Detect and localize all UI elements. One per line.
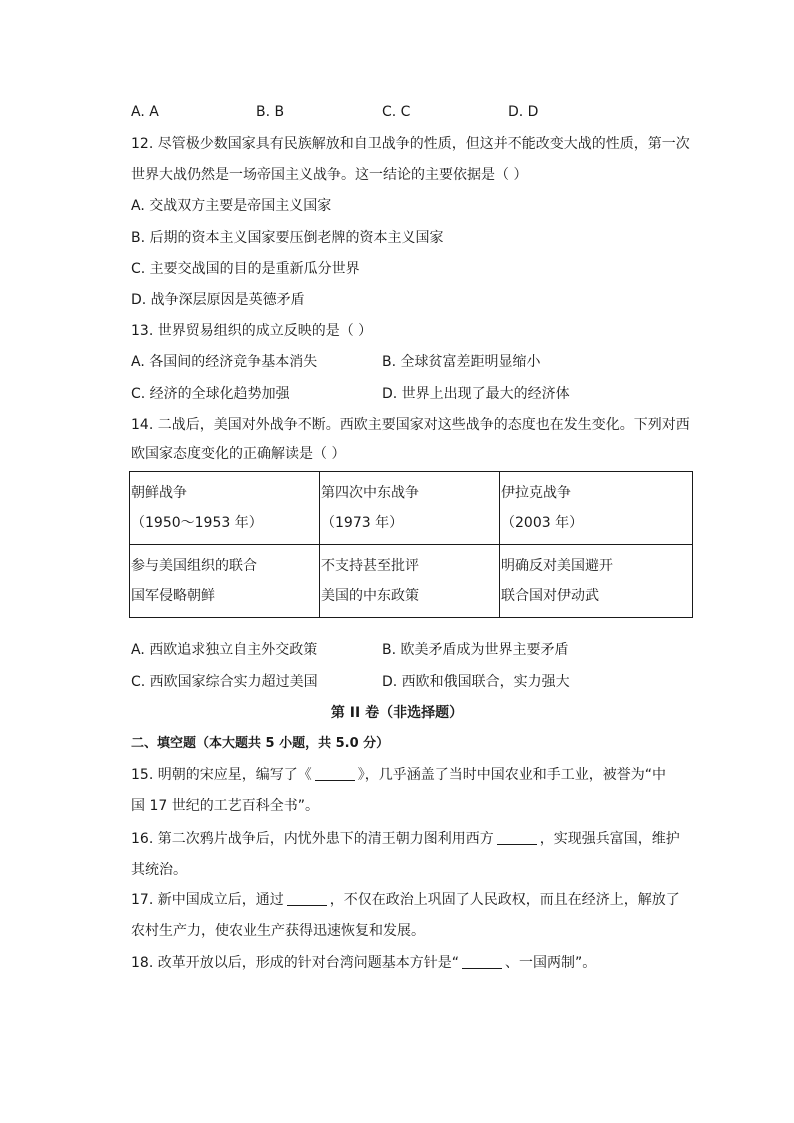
q12-stem-line1: 12. 尽管极少数国家具有民族解放和自卫战争的性质，但这并不能改变大战的性质，第一次 <box>131 136 690 152</box>
table-cell: 参与美国组织的联合 国军侵略朝鲜 <box>130 545 320 618</box>
q16-answer-blank[interactable] <box>497 830 537 845</box>
table-cell: 第四次中东战争 （1973 年） <box>320 472 500 545</box>
q13-option-a: A. 各国间的经济竞争基本消失 <box>131 354 318 370</box>
q13-option-d: D. 世界上出现了最大的经济体 <box>382 386 570 402</box>
q12-option-a: A. 交战双方主要是帝国主义国家 <box>131 198 332 214</box>
q17-answer-blank[interactable] <box>287 891 327 906</box>
q16-line1: 16. 第二次鸦片战争后，内忧外患下的清王朝力图利用西方 ，实现强兵富国，维护 <box>131 831 680 847</box>
q11-option-a: A. A <box>131 104 159 120</box>
q14-stem-line2: 欧国家态度变化的正确解读是（ ） <box>131 446 346 462</box>
q14-stem-line1: 14. 二战后，美国对外战争不断。西欧主要国家对这些战争的态度也在发生变化。下列对西 <box>131 417 690 433</box>
table-cell: 伊拉克战争 （2003 年） <box>500 472 693 545</box>
q17-line1: 17. 新中国成立后，通过 ，不仅在政治上巩固了人民政权，而且在经济上，解放了 <box>131 892 680 908</box>
q17-line2: 农村生产力，使农业生产获得迅速恢复和发展。 <box>131 923 425 939</box>
q12-stem-line2: 世界大战仍然是一场帝国主义战争。这一结论的主要依据是（ ） <box>131 167 528 183</box>
q12-option-b: B. 后期的资本主义国家要压倒老牌的资本主义国家 <box>131 230 444 246</box>
q11-option-c: C. C <box>382 104 411 120</box>
q12-option-c: C. 主要交战国的目的是重新瓜分世界 <box>131 261 360 277</box>
table-cell: 不支持甚至批评 美国的中东政策 <box>320 545 500 618</box>
q14-option-a: A. 西欧追求独立自主外交政策 <box>131 642 318 658</box>
q12-option-d: D. 战争深层原因是英德矛盾 <box>131 292 305 308</box>
q14-option-d: D. 西欧和俄国联合，实力强大 <box>382 674 570 690</box>
section-heading: 二、填空题（本大题共 5 小题，共 5.0 分） <box>131 736 390 751</box>
q11-option-d: D. D <box>508 104 539 120</box>
q15-answer-blank[interactable] <box>315 766 355 781</box>
q14-option-b: B. 欧美矛盾成为世界主要矛盾 <box>382 642 569 658</box>
q13-stem: 13. 世界贸易组织的成立反映的是（ ） <box>131 323 373 339</box>
q15-line1: 15. 明朝的宋应星，编写了《 》，几乎涵盖了当时中国农业和手工业，被誉为“中 <box>131 767 666 783</box>
table-cell: 朝鲜战争 （1950～1953 年） <box>130 472 320 545</box>
q16-line2: 其统治。 <box>131 862 187 878</box>
table-row <box>130 545 693 618</box>
q15-line2: 国 17 世纪的工艺百科全书”。 <box>131 798 319 814</box>
table-row <box>130 472 693 545</box>
q13-option-c: C. 经济的全球化趋势加强 <box>131 386 290 402</box>
q18-answer-blank[interactable] <box>462 954 502 969</box>
part2-title: 第 II 卷（非选择题） <box>330 705 464 721</box>
q14-option-c: C. 西欧国家综合实力超过美国 <box>131 674 318 690</box>
q11-option-b: B. B <box>256 104 285 120</box>
q13-option-b: B. 全球贫富差距明显缩小 <box>382 354 541 370</box>
table-cell: 明确反对美国避开 联合国对伊动武 <box>500 545 693 618</box>
q14-table <box>129 471 693 618</box>
q18-line1: 18. 改革开放以后，形成的针对台湾问题基本方针是“ 、一国两制”。 <box>131 955 597 971</box>
